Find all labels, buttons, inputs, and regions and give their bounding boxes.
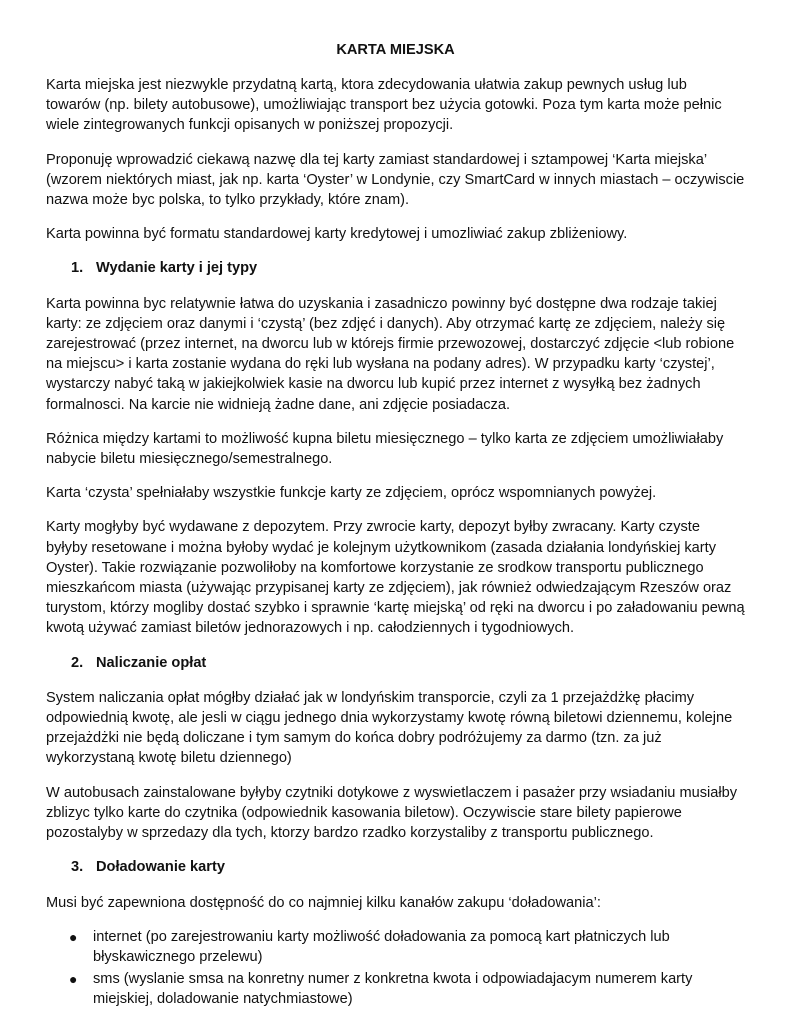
intro-paragraph-1: Karta miejska jest niezwykle przydatną kartą, ktora zdecydowania ułatwia zakup pewnych usług lub towarów (np. bilety autobusowe), umożliwiając transport bez użycia gotowki. Poza tym karta może pełnic wiele zintegrowanych funkcji opisanych w poniższej propozycji. (46, 77, 722, 134)
section-2-paragraph-2: W autobusach zainstalowane byłyby czytniki dotykowe z wyswietlaczem i pasażer przy wsiadaniu musiałby zblizyc tylko karte do czytnika (odpowiednik kasowania biletow). Oczywiscie stare bilety papierowe pozostalyby w sprzedazy dla tych, ktorzy bardzo rzadko korzystaliby z transportu publicznego. (46, 784, 738, 842)
section-3-heading (46, 857, 745, 877)
list-item-text: sms (wyslanie smsa na konretny numer z konkretna kwota i odpowiadajacym numerem karty miejskiej, doladowanie natychmiastowe) (93, 971, 693, 1008)
section-1-paragraph-1: Karta powinna byc relatywnie łatwa do uzyskania i zasadniczo powinny być dostępne dwa rodzaje takiej karty: ze zdjęciem oraz danymi i ‘czystą’ (bez zdjęć i danych). Aby otrzymać kartę ze zdjęciem, należy się zarejestrować (przez internet, na dworcu lub w którejs firmie przewozowej, dostarczyć zdjęcie <lub robione na miejscu> i karta zostanie wydana do ręki lub wysłana na podany adres). W przypadku karty ‘czystej’, wystarczy nabyć taką w jakiejkolwiek kasie na dworcu lub kupić przez internet z wysyłką bez żadnych formalnosci. Na karcie nie widnieją żadne dane, ani zdjęcie posiadacza. (46, 295, 735, 413)
list-item-text: internet (po zarejestrowaniu karty możliwość doładowania za pomocą kart płatniczych lub błyskawicznego przelewu) (93, 928, 670, 965)
section-1-title: Wydanie karty i jej typy (96, 260, 258, 277)
section-1-heading (46, 258, 745, 278)
bullet-icon: ● (69, 971, 78, 988)
section-2-number: 2. (71, 654, 84, 671)
top-up-channels-list (46, 927, 745, 1010)
list-item (46, 927, 745, 967)
section-3-number: 3. (71, 859, 84, 876)
intro-paragraph-2: Proponuję wprowadzić ciekawą nazwę dla tej karty zamiast standardowej i sztampowej ‘Karta miejska’ (wzorem niektórych miast, jak np. karta ‘Oyster’ w Londynie, czy SmartCard w innych miastach – oczywiscie nazwa może byc polska, to tylko przykłady, które znam). (46, 151, 745, 209)
bullet-icon: ● (69, 928, 78, 945)
list-item (46, 969, 745, 1009)
section-2-paragraph-1: System naliczania opłat mógłby działać jak w londyńskim transporcie, czyli za 1 przejażdżkę płacimy odpowiednią kwotę, ale jesli w ciągu jednego dnia wykorzystamy kwotę równą biletowi dziennemu, kolejne przejażdżki nie będą doliczane i tym samym do końca dobry podróżujemy za darmo (tzn. za już wykorzystaną kwotę biletu dziennego) (46, 689, 733, 767)
document-title: KARTA MIEJSKA (336, 42, 455, 58)
section-3-paragraph-1: Musi być zapewniona dostępność do co najmniej kilku kanałów zakupu ‘doładowania’: (46, 894, 601, 911)
section-1-number: 1. (71, 260, 84, 277)
section-3-title: Doładowanie karty (96, 859, 225, 876)
section-2-heading (46, 653, 745, 673)
section-1-paragraph-2: Różnica między kartami to możliwość kupna biletu miesięcznego – tylko karta ze zdjęciem umożliwiałaby nabycie biletu miesięcznego/semestralnego. (46, 430, 724, 468)
section-1-paragraph-4: Karty mogłyby być wydawane z depozytem. Przy zwrocie karty, depozyt byłby zwracany. Karty czyste byłyby resetowane i można byłoby wydać je kolejnym użytkownikom (zasada działania londyńskiej karty Oyster). Takie rozwiązanie pozwoliłoby na komfortowe korzystanie ze srodkow transportu publicznego mieszkańcom miasta (używając przypisanej karty ze zdjęciem), jak również odwiedzającym Rzeszów oraz turystom, którzy mogliby dostać szybko i sprawnie ‘kartę miejską’ od ręki na dworcu i po załadowaniu pewną kwotą używać zamiast biletów jednorazowych i np. całodziennych i tygodniowych. (46, 519, 745, 637)
intro-paragraph-3: Karta powinna być formatu standardowej karty kredytowej i umozliwiać zakup zbliżeniowy. (46, 226, 628, 243)
section-2-title: Naliczanie opłat (96, 654, 207, 671)
section-1-paragraph-3: Karta ‘czysta’ spełniałaby wszystkie funkcje karty ze zdjęciem, oprócz wspomnianych powyżej. (46, 485, 657, 502)
